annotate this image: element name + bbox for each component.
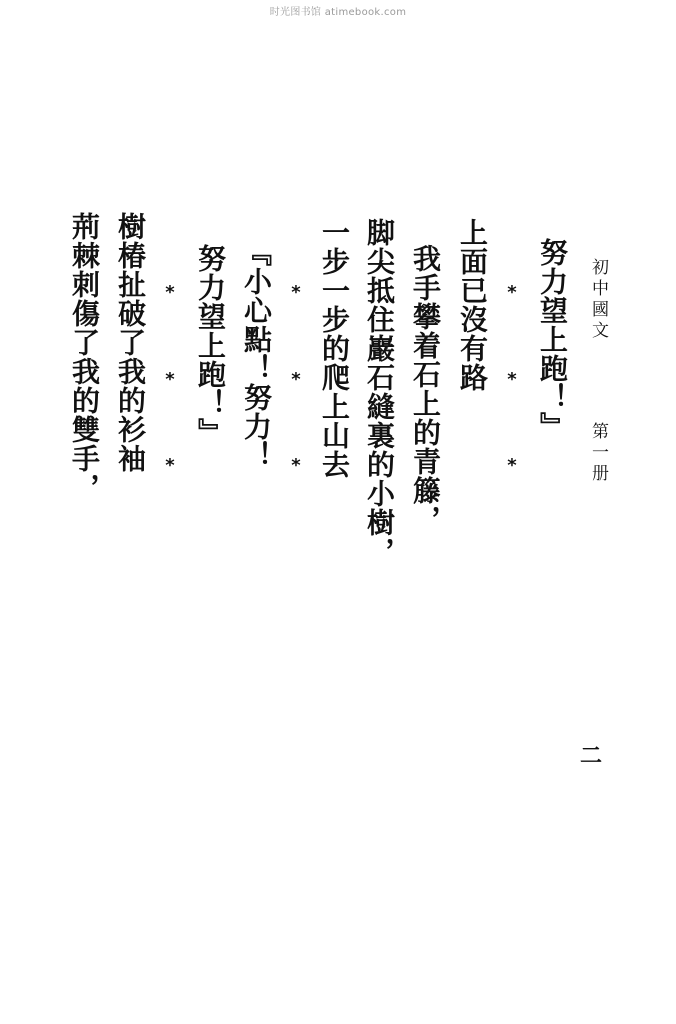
star-mark: * <box>507 455 517 476</box>
page-number: 二 <box>580 743 603 769</box>
poem-line-5: 一步一步的爬上山去 <box>318 218 351 479</box>
star-mark: * <box>507 369 517 390</box>
poem-line-6: 『小心點！努力！ <box>240 238 273 470</box>
poem-line-9: 荊棘刺傷了我的雙手， <box>68 212 101 502</box>
running-header-title: 初中國文 <box>588 258 608 342</box>
separator-stars-2 <box>288 282 304 505</box>
separator-stars-3 <box>162 282 178 505</box>
watermark: 时光图书馆 atimebook.com <box>269 7 407 18</box>
separator-stars-1 <box>504 282 520 505</box>
star-mark: * <box>291 369 301 390</box>
star-mark: * <box>291 282 301 303</box>
star-mark: * <box>507 282 517 303</box>
poem-line-7: 努力望上跑！』 <box>194 244 227 447</box>
star-mark: * <box>165 369 175 390</box>
poem-line-2: 上面已沒有路 <box>456 218 489 392</box>
poem-line-3: 我手攀着石上的青籐， <box>409 244 442 534</box>
star-mark: * <box>165 282 175 303</box>
running-header-volume: 第一册 <box>588 422 608 485</box>
star-mark: * <box>165 455 175 476</box>
star-mark: * <box>291 455 301 476</box>
poem-line-4: 脚尖抵住巖石縫裏的小樹， <box>363 218 396 566</box>
poem-line-1: 努力望上跑！』 <box>536 238 569 441</box>
poem-line-8: 樹椿扯破了我的衫袖 <box>114 212 147 473</box>
